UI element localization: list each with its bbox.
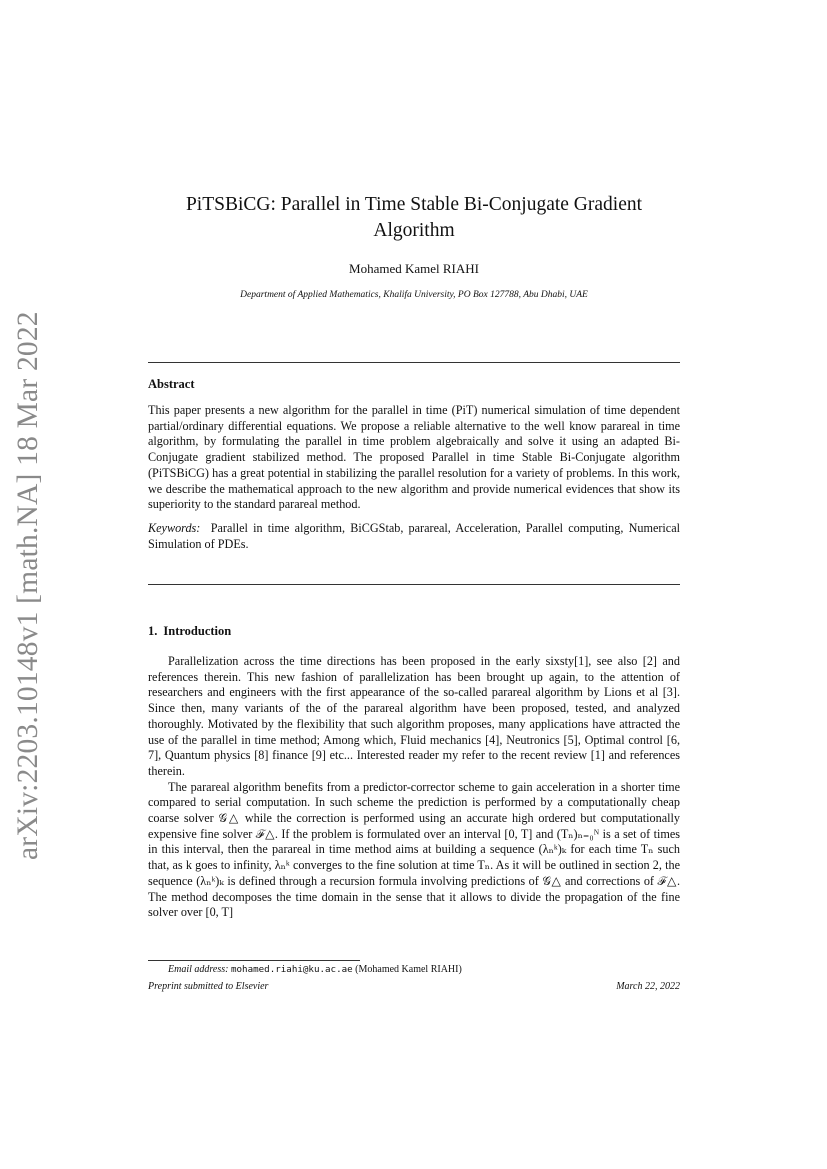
section-heading-introduction: [148, 624, 231, 639]
title-line-1: PiTSBiCG: Parallel in Time Stable Bi-Conjugate Gradient: [185, 194, 643, 215]
abstract-text: This paper presents a new algorithm for the parallel in time (PiT) numerical simulation of time dependent partial/ordinary differential equations. We propose a reliable alternative to the well know parareal in time algorithm, by formulating the parallel in time problem algebraically and solve it using an adapted Bi-Conjugate gradient stabilized method. The proposed Parallel in time Stable Bi-Conjugate algorithm (PiTSBiCG) has a great potential in stabilizing the parallel resolution for a variety of problems. In this work, we describe the mathematical approach to the new algorithm and provide numerical evidences that show its superiority to the standard parareal method.: [148, 403, 680, 512]
abstract-top-rule: [148, 362, 680, 363]
preprint-date: March 22, 2022: [616, 981, 680, 992]
title-line-2: Algorithm: [373, 220, 455, 241]
footnote-rule: [148, 960, 360, 961]
preprint-note: Preprint submitted to Elsevier: [148, 981, 269, 992]
keywords: [148, 521, 680, 552]
email-owner: (Mohamed Kamel RIAHI): [355, 964, 462, 975]
keywords-label: Keywords:: [148, 520, 201, 535]
abstract-heading: Abstract: [148, 377, 195, 391]
abstract-bottom-rule: [148, 584, 680, 585]
section-number: 1.: [148, 624, 158, 638]
abstract-body: [148, 403, 680, 552]
email-label: Email address:: [168, 964, 229, 975]
email-address: mohamed.riahi@ku.ac.ae: [230, 964, 353, 975]
arxiv-identifier: arXiv:2203.10148v1 [math.NA] 18 Mar 2022: [12, 311, 44, 860]
keywords-list: Parallel in time algorithm, BiCGStab, parareal, Acceleration, Parallel computing, Numerical Simulation of PDEs.: [148, 520, 681, 551]
author-affiliation: Department of Applied Mathematics, Khalifa University, PO Box 127788, Abu Dhabi, UAE: [240, 290, 588, 300]
author-name: Mohamed Kamel RIAHI: [349, 261, 479, 276]
intro-paragraph-1: Parallelization across the time directions has been proposed in the early sixsty[1], see also [2] and references therein. This new fashion of parallelization has been brought up again, to the attention of researchers and engineers with the first appearance of the so-called parareal algorithm by Lions et al [3]. Since then, many variants of the of the parareal algorithm have been proposed, tested, and analyzed thoroughly. Motivated by the flexibility that such algorithm proposes, many applications have attracted the use of the parallel in time method; Among which, Fluid mechanics [4], Neutronics [5], Optimal control [6, 7], Quantum physics [8] finance [9] etc... Interested reader my refer to the recent review [1] and references therein.: [148, 654, 680, 778]
section-title: Introduction: [163, 624, 232, 638]
footnote-email: [168, 964, 462, 975]
paper-title: [148, 192, 680, 244]
introduction-body: [148, 654, 680, 921]
intro-paragraph-2: The parareal algorithm benefits from a predictor-corrector scheme to gain acceleration in a shorter time compared to serial computation. In such scheme the prediction is performed by a computationally cheap coarse solver 𝒢△ while the correction is performed using an accurate high ordered but computationally expensive fine solver ℱ△. If the problem is formulated over an interval [0, T] and (Tₙ)ₙ₌₀ᴺ is a set of times in this interval, then the parareal in time method aims at building a sequence (λₙᵏ)ₖ for each time Tₙ such that, as k goes to infinity, λₙᵏ converges to the fine solution at time Tₙ. As it will be outlined in section 2, the sequence (λₙᵏ)ₖ is defined through a recursion formula involving predictions of 𝒢△ and corrections of ℱ△. The method decomposes the time domain in the sense that it allows to divide the propagation of the fine solver over [0, T]: [148, 779, 680, 920]
